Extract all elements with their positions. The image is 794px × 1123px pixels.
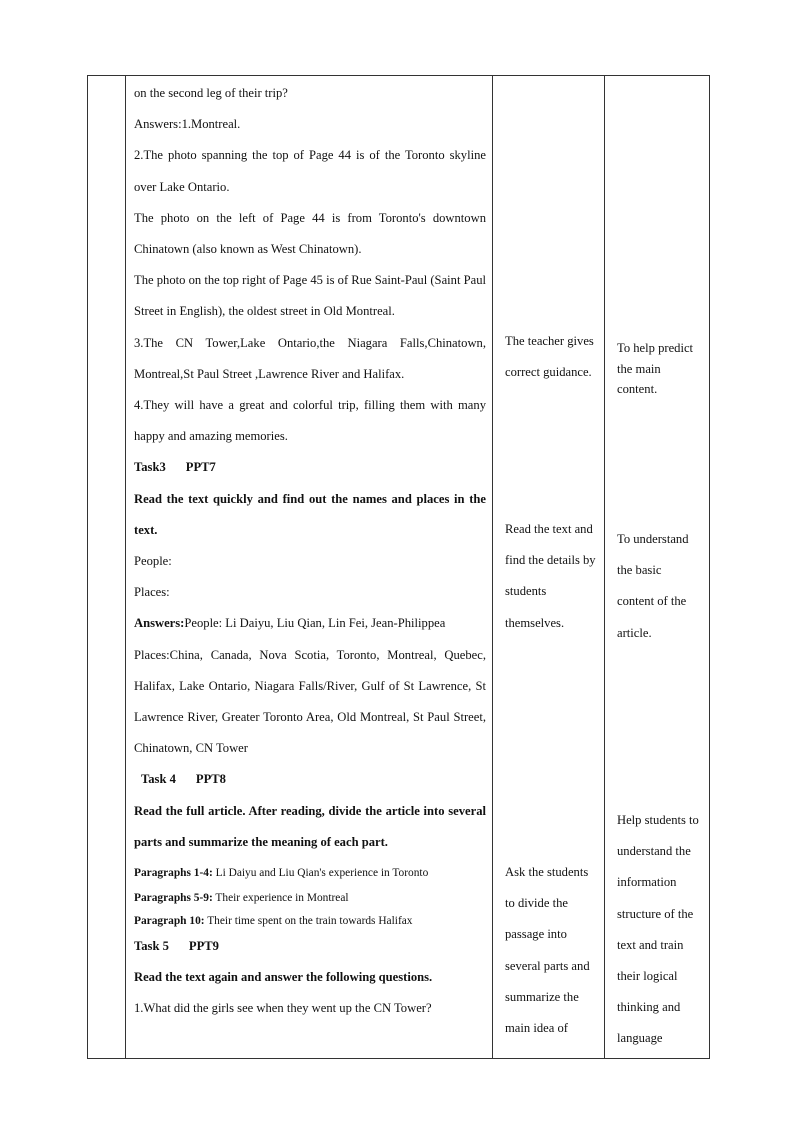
activity-content — [126, 78, 492, 1058]
task5-heading — [134, 931, 486, 962]
para3-label: Paragraph 10: — [134, 915, 205, 928]
task3-label: Task3 — [134, 460, 166, 475]
answers-bold-label: Answers: — [134, 616, 185, 631]
para3-text: Their time spent on the train towards Halifax — [204, 915, 413, 928]
task4-heading — [134, 764, 486, 795]
paragraph-part-2 — [134, 886, 486, 911]
answer-2-part-2: The photo on the left of Page 44 is from Toronto's downtown Chinatown (also known as West Chinatown). — [134, 210, 486, 257]
paragraph-part-1 — [134, 861, 486, 886]
lesson-plan-table — [87, 75, 710, 1059]
para2-label: Paragraphs 5-9: — [134, 892, 213, 905]
answer-1: Answers:1.Montreal. — [134, 117, 241, 132]
purpose-column-cell — [605, 76, 710, 1059]
answers-places: Places:China, Canada, Nova Scotia, Toronto, Montreal, Quebec, Halifax, Lake Ontario, Niagara Falls/River, Gulf of St Lawrence, St Lawrence River, Greater Toronto Area, Old Montreal, St Paul Street, Chinatown, CN Tower — [134, 647, 486, 756]
teacher-activity-column-cell — [493, 76, 605, 1059]
purpose-predict: To help predict the main content. — [617, 341, 694, 396]
teacher-ask-divide: Ask the students to divide the passage into several parts and summarize the main idea of — [505, 865, 590, 1036]
task3-heading — [134, 452, 486, 483]
answers-people — [134, 608, 486, 639]
task4-instruction: Read the full article. After reading, divide the article into several parts and summarize the meaning of each part. — [134, 803, 486, 849]
para2-text: Their experience in Montreal — [212, 892, 349, 905]
answer-3: 3.The CN Tower,Lake Ontario,the Niagara Falls,Chinatown, Montreal,St Paul Street ,Lawrence River and Halifax. — [134, 335, 486, 381]
answers-people-text: People: Li Daiyu, Liu Qian, Lin Fei, Jean-Philippea — [184, 616, 446, 631]
task3-instruction: Read the text quickly and find out the names and places in the text. — [134, 491, 486, 537]
answer-4: 4.They will have a great and colorful trip, filling them with many happy and amazing memories. — [134, 398, 486, 444]
question-continuation: on the second leg of their trip? — [134, 86, 288, 100]
answer-2-part-1: 2.The photo spanning the top of Page 44 is of the Toronto skyline over Lake Ontario. — [134, 148, 486, 194]
paragraph-part-3 — [134, 911, 486, 931]
task4-label: Task 4 — [141, 772, 176, 787]
activity-column-cell — [126, 76, 493, 1059]
teacher-read-find: Read the text and find the details by students themselves. — [505, 522, 596, 630]
para1-label: Paragraphs 1-4: — [134, 867, 213, 880]
task3-ppt: PPT7 — [185, 460, 216, 475]
task5-label: Task 5 — [134, 939, 169, 954]
question-1: 1.What did the girls see when they went up the CN Tower? — [134, 1001, 432, 1016]
purpose-understand-basic: To understand the basic content of the article. — [617, 532, 689, 640]
teacher-activity-content — [493, 76, 604, 1056]
answer-2-part-3: The photo on the top right of Page 45 is of Rue Saint-Paul (Saint Paul Street in English), the oldest street in Old Montreal. — [134, 273, 486, 319]
people-label: People: — [134, 554, 172, 569]
task5-ppt: PPT9 — [188, 939, 219, 954]
para1-text: Li Daiyu and Liu Qian's experience in Toronto — [212, 867, 429, 880]
purpose-content — [605, 76, 709, 1056]
purpose-help-students: Help students to understand the information structure of the text and train their logical thinking and language — [617, 813, 699, 1046]
teacher-guidance: The teacher gives correct guidance. — [505, 334, 594, 380]
places-label: Places: — [134, 585, 170, 600]
stage-column-cell — [88, 76, 126, 1059]
task5-instruction: Read the text again and answer the following questions. — [134, 970, 433, 985]
task4-ppt: PPT8 — [195, 772, 226, 787]
